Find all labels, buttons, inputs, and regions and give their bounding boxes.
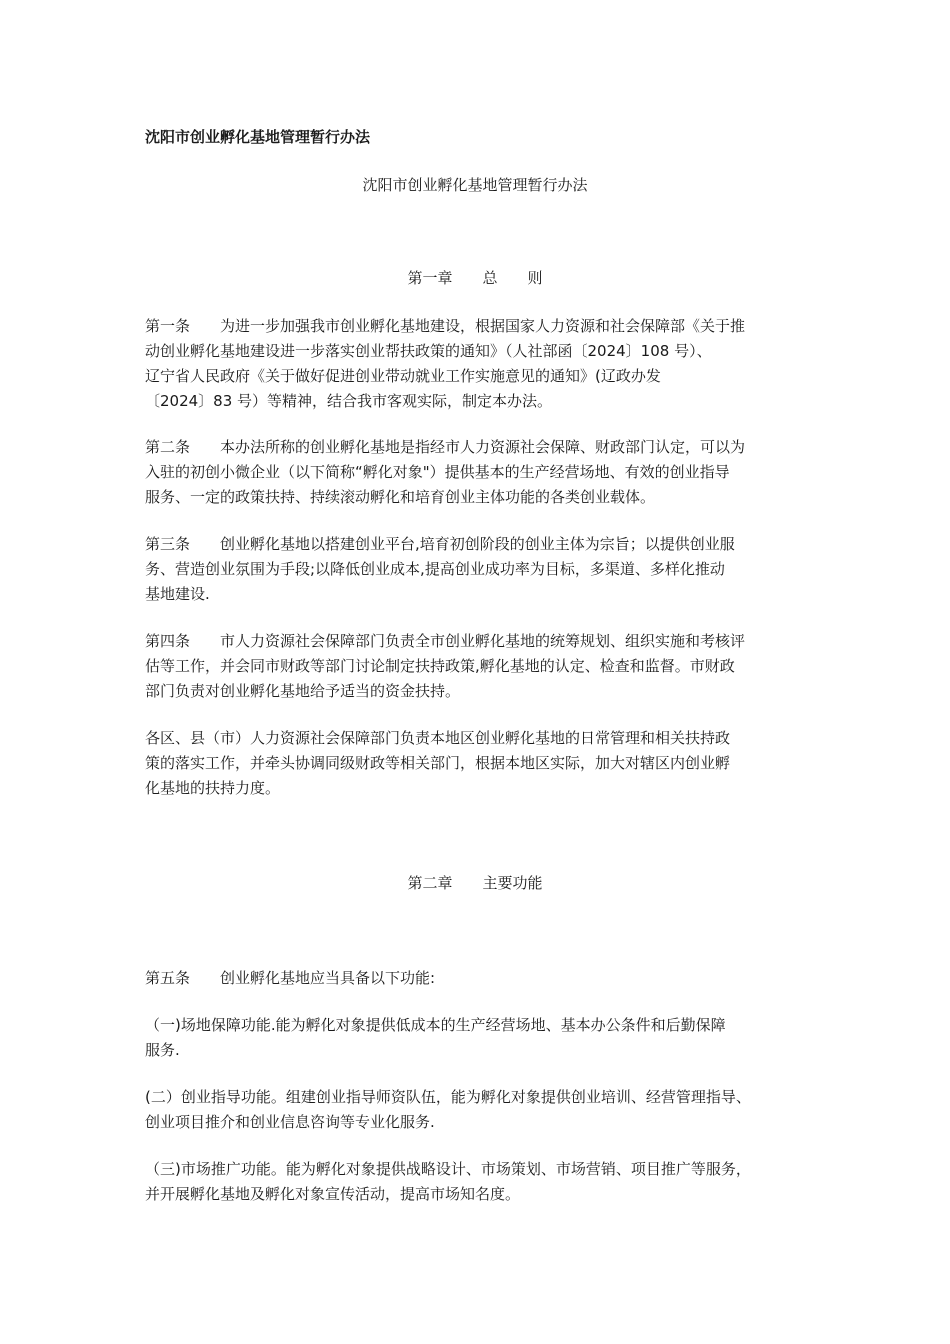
function-item-3: [145, 1157, 815, 1207]
text-line: 化基地的扶持力度。: [145, 779, 281, 797]
chapter-1-heading: 第一章 总 则: [407, 269, 543, 287]
text-line: 第一条 为进一步加强我市创业孵化基地建设，根据国家人力资源和社会保障部《关于推: [145, 317, 746, 335]
text-line: 第五条 创业孵化基地应当具备以下功能:: [145, 969, 436, 987]
article-4-continued: [145, 726, 815, 801]
text-line: 创业项目推介和创业信息咨询等专业化服务.: [145, 1113, 435, 1131]
text-line: 各区、县（市）人力资源社会保障部门负责本地区创业孵化基地的日常管理和相关扶持政: [145, 729, 731, 747]
text-line: 估等工作，并会同市财政等部门讨论制定扶持政策,孵化基地的认定、检查和监督。市财政: [145, 657, 735, 675]
text-line: 部门负责对创业孵化基地给予适当的资金扶持。: [145, 682, 461, 700]
text-line: 策的落实工作，并牵头协调同级财政等相关部门，根据本地区实际，加大对辖区内创业孵: [145, 754, 731, 772]
text-line: 第二条 本办法所称的创业孵化基地是指经市人力资源社会保障、财政部门认定，可以为: [145, 438, 746, 456]
text-line: （一)场地保障功能.能为孵化对象提供低成本的生产经营场地、基本办公条件和后勤保障: [145, 1016, 726, 1034]
text-line: 服务、一定的政策扶持、持续滚动孵化和培育创业主体功能的各类创业载体。: [145, 488, 656, 506]
text-line: 第四条 市人力资源社会保障部门负责全市创业孵化基地的统筹规划、组织实施和考核评: [145, 632, 746, 650]
function-item-2: [145, 1085, 815, 1135]
text-line: 服务.: [145, 1041, 180, 1059]
text-line: 〔2024〕83 号）等精神，结合我市客观实际，制定本办法。: [145, 392, 553, 410]
function-item-1: [145, 1013, 815, 1063]
document-subtitle: 沈阳市创业孵化基地管理暂行办法: [362, 176, 588, 194]
article-5: [145, 966, 815, 991]
article-4: [145, 629, 815, 704]
text-line: 并开展孵化基地及孵化对象宣传活动，提高市场知名度。: [145, 1185, 521, 1203]
article-2: [145, 435, 815, 510]
text-line: 第三条 创业孵化基地以搭建创业平台,培育初创阶段的创业主体为宗旨；以提供创业服: [145, 535, 735, 553]
text-line: 基地建设.: [145, 585, 210, 603]
text-line: 入驻的初创小微企业（以下简称“孵化对象"）提供基本的生产经营场地、有效的创业指导: [145, 463, 730, 481]
text-line: (二）创业指导功能。组建创业指导师资队伍，能为孵化对象提供创业培训、经营管理指导、: [145, 1088, 751, 1106]
chapter-2-heading: 第二章 主要功能: [407, 874, 543, 892]
article-1: [145, 314, 815, 414]
text-line: 动创业孵化基地建设进一步落实创业帮扶政策的通知》（人社部函〔2024〕108 号）、: [145, 342, 712, 360]
text-line: （三)市场推广功能。能为孵化对象提供战略设计、市场策划、市场营销、项目推广等服务，: [145, 1160, 751, 1178]
article-3: [145, 532, 815, 607]
document-heading: 沈阳市创业孵化基地管理暂行办法: [145, 128, 371, 146]
text-line: 辽宁省人民政府《关于做好促进创业带动就业工作实施意见的通知》(辽政办发: [145, 367, 661, 385]
text-line: 务、营造创业氛围为手段;以降低创业成本,提高创业成功率为目标，多渠道、多样化推动: [145, 560, 725, 578]
